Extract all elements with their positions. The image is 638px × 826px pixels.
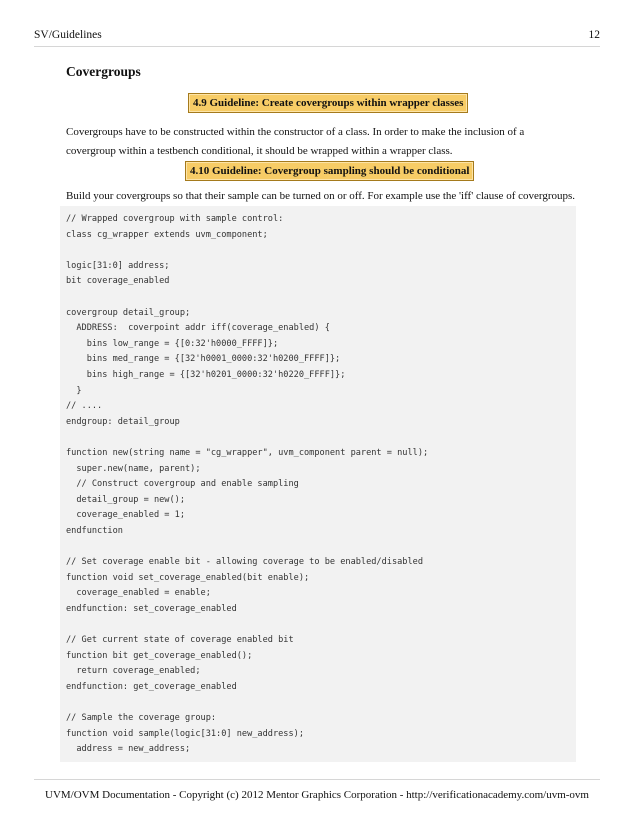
code-line [60, 430, 576, 446]
code-line: // .... [66, 401, 103, 412]
code-line: endfunction: set_coverage_enabled [66, 603, 237, 614]
code-line: endfunction: get_coverage_enabled [66, 681, 237, 692]
code-line: covergroup detail_group; [66, 307, 191, 318]
code-line [60, 695, 576, 711]
code-line: bit coverage_enabled [66, 276, 170, 287]
code-line [60, 617, 576, 633]
code-block [60, 206, 576, 762]
code-line: logic[31:0] address; [66, 260, 170, 271]
code-line [60, 243, 576, 259]
code-line: // Sample the coverage group: [66, 713, 217, 723]
code-line: endfunction [66, 525, 123, 536]
code-line: } [66, 385, 82, 396]
section-title: Covergroups [66, 64, 141, 79]
code-line: function void sample(logic[31:0] new_address); [66, 728, 304, 739]
code-line: coverage_enabled = 1; [66, 510, 185, 521]
code-line: endgroup: detail_group [66, 416, 180, 427]
guideline-box-4-10: 4.10 Guideline: Covergroup sampling should be conditional [185, 161, 474, 181]
code-line: bins low_range = {[0:32'h0000_FFFF]}; [66, 338, 279, 349]
code-line: bins med_range = {[32'h0001_0000:32'h0200_FFFF]}; [66, 354, 341, 365]
page-header [34, 27, 600, 47]
code-line: function bit get_coverage_enabled(); [66, 650, 253, 661]
code-line: detail_group = new(); [66, 494, 185, 505]
page-footer: UVM/OVM Documentation - Copyright (c) 2012 Mentor Graphics Corporation - http://verificationacademy.com/uvm-ovm [34, 779, 600, 801]
code-line [60, 290, 576, 306]
code-line: // Wrapped covergroup with sample control: [66, 214, 284, 224]
code-line: // Get current state of coverage enabled bit [66, 635, 294, 646]
code-line: return coverage_enabled; [66, 666, 201, 677]
code-line [60, 539, 576, 555]
code-line: ADDRESS: coverpoint addr iff(coverage_enabled) { [66, 323, 330, 334]
code-line: // Set coverage enable bit - allowing coverage to be enabled/disabled [66, 557, 423, 568]
code-line: class cg_wrapper extends uvm_component; [66, 229, 268, 240]
paragraph-covergroup-construction: Covergroups have to be constructed within the constructor of a class. In order to make the inclusion of a covergroup within a testbench conditional, it should be wrapped within a wrapper class. [66, 126, 525, 157]
guideline-box-4-9: 4.9 Guideline: Create covergroups within wrapper classes [188, 93, 468, 113]
page-number: 12 [588, 29, 600, 41]
header-title: SV/Guidelines [34, 29, 102, 41]
code-line: function void set_coverage_enabled(bit enable); [66, 572, 310, 583]
code-line: address = new_address; [66, 744, 191, 755]
code-line: coverage_enabled = enable; [66, 588, 211, 599]
code-line: bins high_range = {[32'h0201_0000:32'h0220_FFFF]}; [66, 369, 346, 380]
code-line: // Construct covergroup and enable sampling [66, 479, 299, 490]
code-line: function new(string name = "cg_wrapper", uvm_component parent = null); [66, 447, 429, 458]
code-line: super.new(name, parent); [66, 463, 201, 474]
paragraph-covergroup-sampling: Build your covergroups so that their sample can be turned on or off. For example use the 'iff' clause of covergroups. [66, 190, 576, 202]
